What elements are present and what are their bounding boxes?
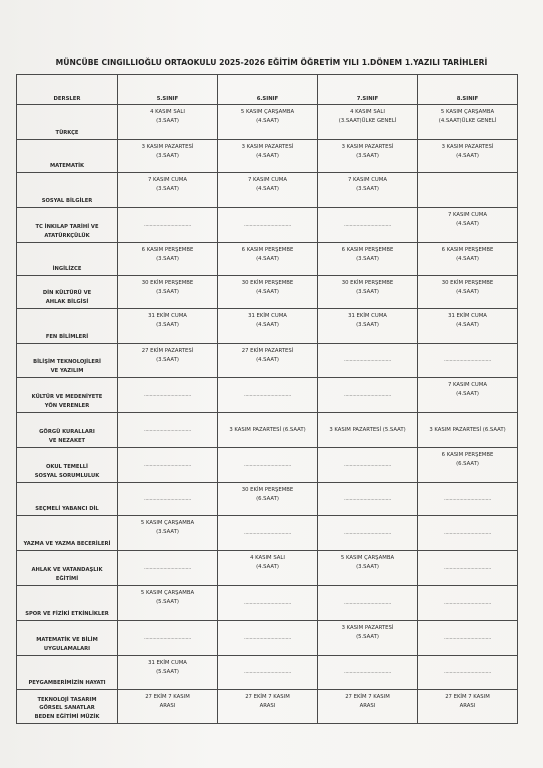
exam-date-line: 30 EKİM PERŞEMBE [441, 280, 494, 286]
exam-date-cell-grade-5 [118, 551, 218, 586]
page-title: MÜNCÜBE CINGILLIOĞLU ORTAOKULU 2025-2026 EĞİTİM ÖĞRETİM YILI 1.DÖNEM 1.YAZILI TARİHLERİ [55, 58, 488, 67]
exam-date-cell-grade-5 [118, 140, 218, 173]
subject-name [17, 483, 118, 516]
exam-date-line: (3.SAAT) [356, 185, 379, 192]
exam-date-cell-grade-8 [418, 621, 518, 656]
subject-name [17, 309, 118, 344]
exam-date-line: (4.SAAT) [256, 152, 279, 159]
exam-date-cell-grade-8 [418, 690, 518, 724]
empty-placeholder: .................................. [143, 221, 192, 228]
exam-date-line: 30 EKİM PERŞEMBE [141, 280, 194, 286]
exam-date-line: 6 KASIM PERŞEMBE [141, 247, 194, 253]
subject-name-line: GÖRGÜ KURALLARI [39, 429, 95, 435]
exam-date-cell-grade-8 [418, 448, 518, 483]
exam-date-line: 27 EKİM PAZARTESİ [141, 348, 194, 354]
exam-date-cell-grade-5 [118, 621, 218, 656]
exam-date-line: 7 KASIM CUMA [347, 177, 387, 183]
subject-name [17, 621, 118, 656]
subject-name [17, 516, 118, 551]
exam-date-line: 5 KASIM ÇARŞAMBA [140, 590, 195, 596]
exam-date-line: 6 KASIM PERŞEMBE [441, 247, 494, 253]
exam-date-cell-grade-5 [118, 656, 218, 690]
exam-date-line: (3.SAAT) [356, 563, 379, 570]
exam-date-cell-grade-5 [118, 586, 218, 621]
exam-date-cell-grade-8 [418, 243, 518, 276]
subject-name-line: SOSYAL BİLGİLER [41, 197, 93, 204]
subject-name-line: MATEMATİK VE BİLİM [36, 637, 98, 643]
exam-date-cell-grade-5 [118, 378, 218, 413]
exam-date-cell-grade-7 [318, 208, 418, 243]
exam-date-cell-grade-5 [118, 173, 218, 208]
exam-date-cell-grade-5 [118, 344, 218, 378]
exam-date-cell-grade-7 [318, 243, 418, 276]
exam-date-cell-grade-7 [318, 586, 418, 621]
exam-date-line: 4 KASIM SALI [150, 109, 185, 115]
exam-date-cell-grade-5 [118, 208, 218, 243]
table-header-row [17, 75, 518, 105]
subject-name [17, 243, 118, 276]
exam-date-cell-grade-6 [218, 208, 318, 243]
exam-date-cell-grade-7 [318, 309, 418, 344]
empty-placeholder: .................................. [343, 357, 392, 364]
exam-date-cell-grade-8 [418, 276, 518, 309]
subject-name-line: TÜRKÇE [55, 129, 79, 136]
subject-name-line: AHLAK VE VATANDAŞLIK [31, 567, 103, 573]
exam-date-line: 3 KASIM PAZARTESİ [441, 144, 494, 150]
exam-date-cell-grade-7 [318, 448, 418, 483]
exam-date-line: 5 KASIM ÇARŞAMBA [340, 555, 395, 561]
subject-name-line: TC İNKILAP TARİHİ VE [35, 224, 99, 230]
subject-name [17, 173, 118, 208]
table-row [17, 140, 518, 173]
table-row [17, 243, 518, 276]
column-header-grade-6: 6.SINIF [218, 75, 318, 105]
exam-date-line: 3 KASIM PAZARTESİ (6.SAAT) [429, 426, 506, 433]
subject-name-line: SEÇMELİ YABANCI DİL [35, 505, 99, 512]
exam-date-line: (5.SAAT) [156, 668, 179, 675]
empty-placeholder: .................................. [143, 426, 192, 433]
exam-date-cell-grade-5 [118, 448, 218, 483]
exam-date-line: (4.SAAT) [456, 220, 479, 227]
exam-date-cell-grade-7 [318, 621, 418, 656]
exam-date-cell-grade-6 [218, 516, 318, 551]
exam-date-line: 27 EKİM 7 KASIM [145, 694, 190, 700]
exam-date-cell-grade-6 [218, 243, 318, 276]
exam-date-line: (5.SAAT) [356, 633, 379, 640]
column-header-grade-8: 8.SINIF [418, 75, 518, 105]
subject-name [17, 105, 118, 140]
exam-date-cell-grade-8 [418, 208, 518, 243]
exam-date-cell-grade-5 [118, 309, 218, 344]
exam-date-cell-grade-5 [118, 690, 218, 724]
exam-date-line: (3.SAAT) [356, 321, 379, 328]
exam-date-line: 30 EKİM PERŞEMBE [241, 487, 294, 493]
exam-date-line: 5 KASIM ÇARŞAMBA [440, 109, 495, 115]
exam-date-cell-grade-6 [218, 140, 318, 173]
exam-date-line: (4.SAAT) [456, 255, 479, 262]
exam-date-line: 3 KASIM PAZARTESİ [341, 625, 394, 631]
exam-date-cell-grade-8 [418, 483, 518, 516]
exam-date-line: (4.SAAT) [456, 321, 479, 328]
exam-date-line: (4.SAAT) [456, 390, 479, 397]
exam-date-line: (4.SAAT) [256, 321, 279, 328]
table-row [17, 344, 518, 378]
subject-name-line: AHLAK BİLGİSİ [45, 298, 89, 305]
subject-name-line: PEYGAMBERİMİZİN HAYATI [28, 679, 106, 686]
exam-date-line: (3.SAAT) [156, 288, 179, 295]
exam-date-cell-grade-6 [218, 551, 318, 586]
exam-date-cell-grade-5 [118, 243, 218, 276]
table-row [17, 105, 518, 140]
exam-date-line: (3.SAAT) [156, 255, 179, 262]
empty-placeholder: .................................. [443, 357, 492, 364]
subject-name-line: OKUL TEMELLİ [46, 464, 88, 470]
empty-placeholder: .................................. [443, 564, 492, 571]
exam-date-line: 31 EKİM CUMA [348, 313, 387, 319]
exam-date-line: 31 EKİM CUMA [148, 313, 187, 319]
empty-placeholder: .................................. [243, 669, 292, 676]
empty-placeholder: .................................. [443, 495, 492, 502]
table-row [17, 483, 518, 516]
empty-placeholder: .................................. [343, 495, 392, 502]
exam-date-line: ARASI [259, 702, 276, 709]
exam-date-cell-grade-8 [418, 105, 518, 140]
exam-date-cell-grade-7 [318, 276, 418, 309]
subject-name-line: KÜLTÜR VE MEDENİYETE [31, 394, 103, 400]
exam-date-cell-grade-6 [218, 586, 318, 621]
empty-placeholder: .................................. [243, 391, 292, 398]
exam-date-line: (4.SAAT) [256, 117, 279, 124]
empty-placeholder: .................................. [443, 634, 492, 641]
exam-date-cell-grade-5 [118, 516, 218, 551]
exam-date-cell-grade-6 [218, 378, 318, 413]
exam-date-line: 5 KASIM ÇARŞAMBA [140, 520, 195, 526]
exam-date-cell-grade-6 [218, 656, 318, 690]
exam-date-line: (4.SAAT) [256, 356, 279, 363]
exam-date-line: ARASI [359, 702, 376, 709]
exam-date-cell-grade-6 [218, 621, 318, 656]
exam-date-line: 5 KASIM ÇARŞAMBA [240, 109, 295, 115]
subject-name-line: UYGULAMALARI [43, 645, 91, 652]
empty-placeholder: .................................. [343, 221, 392, 228]
exam-date-cell-grade-7 [318, 413, 418, 448]
subject-name-line: SPOR VE FİZİKİ ETKİNLİKLER [25, 610, 109, 617]
subject-name [17, 276, 118, 309]
column-header-grade-7: 7.SINIF [318, 75, 418, 105]
exam-date-line: (3.SAAT) [356, 255, 379, 262]
exam-date-line: ARASI [159, 702, 176, 709]
empty-placeholder: .................................. [143, 391, 192, 398]
exam-date-line: 3 KASIM PAZARTESİ [341, 144, 394, 150]
subject-name-line: MATEMATİK [49, 162, 85, 169]
exam-date-cell-grade-7 [318, 690, 418, 724]
exam-date-cell-grade-6 [218, 105, 318, 140]
empty-placeholder: .................................. [243, 461, 292, 468]
exam-date-line: 27 EKİM PAZARTESİ [241, 348, 294, 354]
exam-date-cell-grade-8 [418, 551, 518, 586]
subject-name-line: TEKNOLOJİ TASARIM [37, 696, 97, 703]
subject-name-line: YAZMA VE YAZMA BECERİLERİ [23, 540, 111, 547]
exam-date-cell-grade-8 [418, 656, 518, 690]
exam-date-line: 4 KASIM SALI [350, 109, 385, 115]
exam-date-line: 7 KASIM CUMA [147, 177, 187, 183]
empty-placeholder: .................................. [243, 634, 292, 641]
empty-placeholder: .................................. [443, 599, 492, 606]
exam-date-cell-grade-6 [218, 276, 318, 309]
subject-name-line: EĞİTİMİ [55, 575, 79, 582]
empty-placeholder: .................................. [343, 599, 392, 606]
column-header-subjects: DERSLER [17, 75, 118, 105]
exam-date-cell-grade-6 [218, 309, 318, 344]
subject-name-line: VE NEZAKET [48, 437, 86, 444]
exam-date-line: 7 KASIM CUMA [247, 177, 287, 183]
empty-placeholder: .................................. [143, 461, 192, 468]
table-row [17, 309, 518, 344]
exam-date-line: (3.SAAT) [156, 321, 179, 328]
empty-placeholder: .................................. [443, 529, 492, 536]
column-header-grade-5: 5.SINIF [118, 75, 218, 105]
exam-date-cell-grade-7 [318, 344, 418, 378]
exam-date-cell-grade-8 [418, 378, 518, 413]
empty-placeholder: .................................. [343, 669, 392, 676]
table-row [17, 276, 518, 309]
exam-date-line: (4.SAAT) [256, 255, 279, 262]
table-row [17, 173, 518, 208]
exam-date-line: 31 EKİM CUMA [148, 660, 187, 666]
subject-name [17, 344, 118, 378]
empty-placeholder: .................................. [143, 634, 192, 641]
exam-date-cell-grade-6 [218, 344, 318, 378]
exam-date-cell-grade-7 [318, 516, 418, 551]
subject-name [17, 413, 118, 448]
exam-date-line: (4.SAAT) [456, 288, 479, 295]
table-row [17, 413, 518, 448]
table-row [17, 621, 518, 656]
subject-name [17, 586, 118, 621]
exam-date-line: (3.SAAT) [156, 356, 179, 363]
exam-date-cell-grade-6 [218, 690, 318, 724]
exam-date-line: 3 KASIM PAZARTESİ (6.SAAT) [229, 426, 306, 433]
table-row [17, 551, 518, 586]
subject-name [17, 690, 118, 724]
exam-date-cell-grade-6 [218, 448, 318, 483]
exam-date-cell-grade-8 [418, 309, 518, 344]
exam-date-cell-grade-8 [418, 344, 518, 378]
exam-date-line: (3.SAAT) [156, 528, 179, 535]
empty-placeholder: .................................. [243, 221, 292, 228]
exam-date-cell-grade-6 [218, 413, 318, 448]
exam-date-cell-grade-7 [318, 483, 418, 516]
exam-date-cell-grade-5 [118, 413, 218, 448]
exam-date-cell-grade-8 [418, 516, 518, 551]
exam-date-cell-grade-7 [318, 551, 418, 586]
exam-date-cell-grade-6 [218, 173, 318, 208]
exam-date-line: 6 KASIM PERŞEMBE [341, 247, 394, 253]
exam-date-line: 27 EKİM 7 KASIM [445, 694, 490, 700]
exam-date-line: (3.SAAT) [156, 185, 179, 192]
exam-date-line: 7 KASIM CUMA [447, 382, 487, 388]
exam-date-line: (6.SAAT) [256, 495, 279, 502]
exam-date-line: 27 EKİM 7 KASIM [245, 694, 290, 700]
exam-date-line: (3.SAAT) [156, 152, 179, 159]
exam-date-line: (4.SAAT) [256, 288, 279, 295]
subject-name [17, 448, 118, 483]
exam-date-cell-grade-5 [118, 276, 218, 309]
table-row [17, 586, 518, 621]
empty-placeholder: .................................. [343, 461, 392, 468]
exam-date-line: (3.SAAT) [356, 152, 379, 159]
exam-date-line: 6 KASIM PERŞEMBE [241, 247, 294, 253]
exam-date-line: (6.SAAT) [456, 460, 479, 467]
subject-name [17, 656, 118, 690]
exam-date-cell-grade-5 [118, 105, 218, 140]
empty-placeholder: .................................. [243, 529, 292, 536]
exam-date-cell-grade-8 [418, 173, 518, 208]
subject-name-line: VE YAZILIM [50, 367, 84, 374]
empty-placeholder: .................................. [143, 495, 192, 502]
exam-date-line: 30 EKİM PERŞEMBE [241, 280, 294, 286]
exam-date-line: 27 EKİM 7 KASIM [345, 694, 390, 700]
subject-name [17, 378, 118, 413]
subject-name [17, 208, 118, 243]
table-row [17, 378, 518, 413]
table-row [17, 448, 518, 483]
subject-name-line: BİLİŞİM TEKNOLOJİLERİ [33, 359, 101, 365]
subject-name [17, 551, 118, 586]
exam-date-line: 6 KASIM PERŞEMBE [441, 452, 494, 458]
subject-name-line: FEN BİLİMLERİ [45, 333, 89, 340]
subject-name-line: GÖRSEL SANATLAR [39, 705, 95, 711]
exam-date-line: 7 KASIM CUMA [447, 212, 487, 218]
exam-date-cell-grade-7 [318, 173, 418, 208]
table-row [17, 208, 518, 243]
empty-placeholder: .................................. [443, 669, 492, 676]
exam-date-line: (3.SAAT) [356, 288, 379, 295]
subject-name-line: ATATÜRKÇÜLÜK [44, 232, 90, 239]
exam-date-cell-grade-7 [318, 140, 418, 173]
exam-date-line: (4.SAAT) [256, 563, 279, 570]
exam-date-line: (5.SAAT) [156, 598, 179, 605]
exam-date-line: 3 KASIM PAZARTESİ [241, 144, 294, 150]
exam-date-cell-grade-7 [318, 656, 418, 690]
empty-placeholder: .................................. [143, 564, 192, 571]
exam-date-cell-grade-5 [118, 483, 218, 516]
exam-schedule-table [16, 74, 518, 724]
exam-date-line: 30 EKİM PERŞEMBE [341, 280, 394, 286]
exam-date-line: 4 KASIM SALI [250, 555, 285, 561]
exam-date-line: (4.SAAT) [256, 185, 279, 192]
subject-name-line: DİN KÜLTÜRÜ VE [42, 290, 92, 296]
table-row [17, 690, 518, 724]
exam-date-cell-grade-8 [418, 140, 518, 173]
subject-name-line: SOSYAL SORUMLULUK [34, 472, 100, 479]
subject-name-line: İNGİLİZCE [52, 265, 82, 272]
exam-date-line: (4.SAAT)ÜLKE GENELİ [438, 117, 497, 124]
empty-placeholder: .................................. [243, 599, 292, 606]
empty-placeholder: .................................. [343, 391, 392, 398]
exam-date-line: 3 KASIM PAZARTESİ [141, 144, 194, 150]
exam-date-cell-grade-7 [318, 105, 418, 140]
exam-date-line: 31 EKİM CUMA [248, 313, 287, 319]
subject-name-line: YÖN VERENLER [44, 402, 90, 409]
exam-date-line: ARASI [459, 702, 476, 709]
table-row [17, 656, 518, 690]
exam-date-line: (4.SAAT) [456, 152, 479, 159]
subject-name-line: BEDEN EĞİTİMİ MÜZİK [34, 713, 100, 720]
exam-date-line: (3.SAAT)ÜLKE GENELİ [338, 117, 397, 124]
exam-date-line: 31 EKİM CUMA [448, 313, 487, 319]
exam-date-cell-grade-8 [418, 413, 518, 448]
subject-name [17, 140, 118, 173]
exam-date-cell-grade-8 [418, 586, 518, 621]
empty-placeholder: .................................. [343, 529, 392, 536]
exam-date-cell-grade-6 [218, 483, 318, 516]
table-row [17, 516, 518, 551]
exam-date-line: (3.SAAT) [156, 117, 179, 124]
exam-date-cell-grade-7 [318, 378, 418, 413]
exam-date-line: 3 KASIM PAZARTESİ (5.SAAT) [329, 426, 406, 433]
